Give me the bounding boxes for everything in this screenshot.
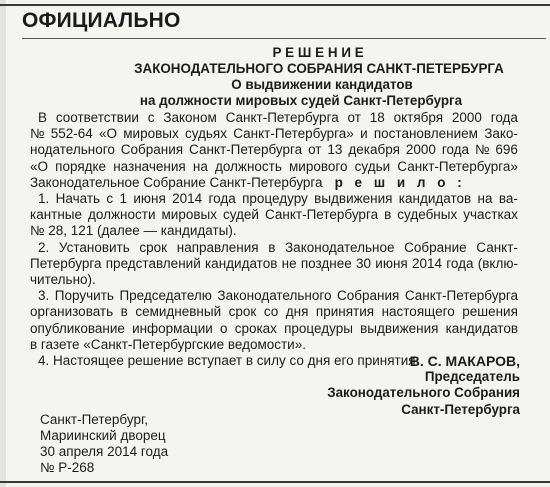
item-last-line: 4. Настоящее решение вступает в силу со дня его принятия. xyxy=(38,353,420,369)
decision-word: р е ш и л о : xyxy=(334,174,466,190)
footer-date: 30 апреля 2014 года xyxy=(40,444,169,459)
preamble-line: В соответствии с Законом Санкт-Петербурга от 18 октября 2000 года xyxy=(38,110,518,125)
document-footer xyxy=(40,412,168,476)
item-last-line: в газете «Санкт-Петербургские ведомости». xyxy=(30,336,306,352)
signatory-position: Законодательного Собрания xyxy=(327,385,520,401)
item-line: 1. Начать с 1 июня 2014 года процедуру выдвижения кандидатов на ва- xyxy=(38,191,518,207)
item-line: кантные должности мировых судей Санкт-Петербурга в судебных участках xyxy=(30,207,518,223)
item-line: опубликование информации о сроках процедуры выдвижения кандидатов xyxy=(30,320,518,336)
document-titles xyxy=(30,45,544,109)
item-line: организовать в семидневный срок со дня принятия настоящего решения xyxy=(30,304,518,320)
signatory-position: Санкт-Петербурга xyxy=(401,401,520,417)
item-line: Петербурга представлений кандидатов не позднее 30 июня 2014 года (вклю- xyxy=(30,255,518,271)
preamble-line: «О порядке назначения на должность мирового судьи Санкт-Петербурга» xyxy=(30,158,518,174)
page-edge xyxy=(0,0,6,487)
item-line: 3. Поручить Председателю Законодательного Собрания Санкт-Петербурга xyxy=(38,288,518,304)
document-issuer: ЗАКОНОДАТЕЛЬНОГО СОБРАНИЯ САНКТ-ПЕТЕРБУРГА xyxy=(134,61,504,76)
header-divider xyxy=(22,38,546,39)
preamble-line: нодательного Собрания Санкт-Петербурга от 13 декабря 2000 года № 696 xyxy=(30,142,518,158)
preamble-line: № 552-64 «О мировых судьях Санкт-Петербурга» и постановлением Зако- xyxy=(30,126,518,142)
document-title: РЕШЕНИЕ xyxy=(272,45,368,60)
top-divider xyxy=(0,4,550,6)
footer-city: Санкт-Петербург, xyxy=(40,412,148,427)
item-last-line: № 28, 121 (далее — кандидаты). xyxy=(30,223,237,239)
signature-block xyxy=(327,353,520,418)
footer-place: Мариинский дворец xyxy=(40,428,166,443)
document-subject-line2: на должности мировых судей Санкт-Петербурга xyxy=(139,93,463,108)
bottom-divider xyxy=(0,481,550,483)
preamble-last: Законодательное Собрание Санкт-Петербурга xyxy=(30,174,323,190)
signatory-name: В. С. МАКАРОВ, xyxy=(409,353,520,369)
item-last-line: чительно). xyxy=(30,272,96,288)
document-subject-line1: О выдвижении кандидатов xyxy=(231,77,413,92)
signatory-position: Председатель xyxy=(424,369,520,385)
section-header: ОФИЦИАЛЬНО xyxy=(22,9,181,32)
item-line: 2. Установить срок направления в Законодательное Собрание Санкт- xyxy=(38,239,518,255)
footer-number: № Р-268 xyxy=(40,460,95,475)
preamble-last-line xyxy=(30,175,518,191)
document-body xyxy=(30,110,518,369)
